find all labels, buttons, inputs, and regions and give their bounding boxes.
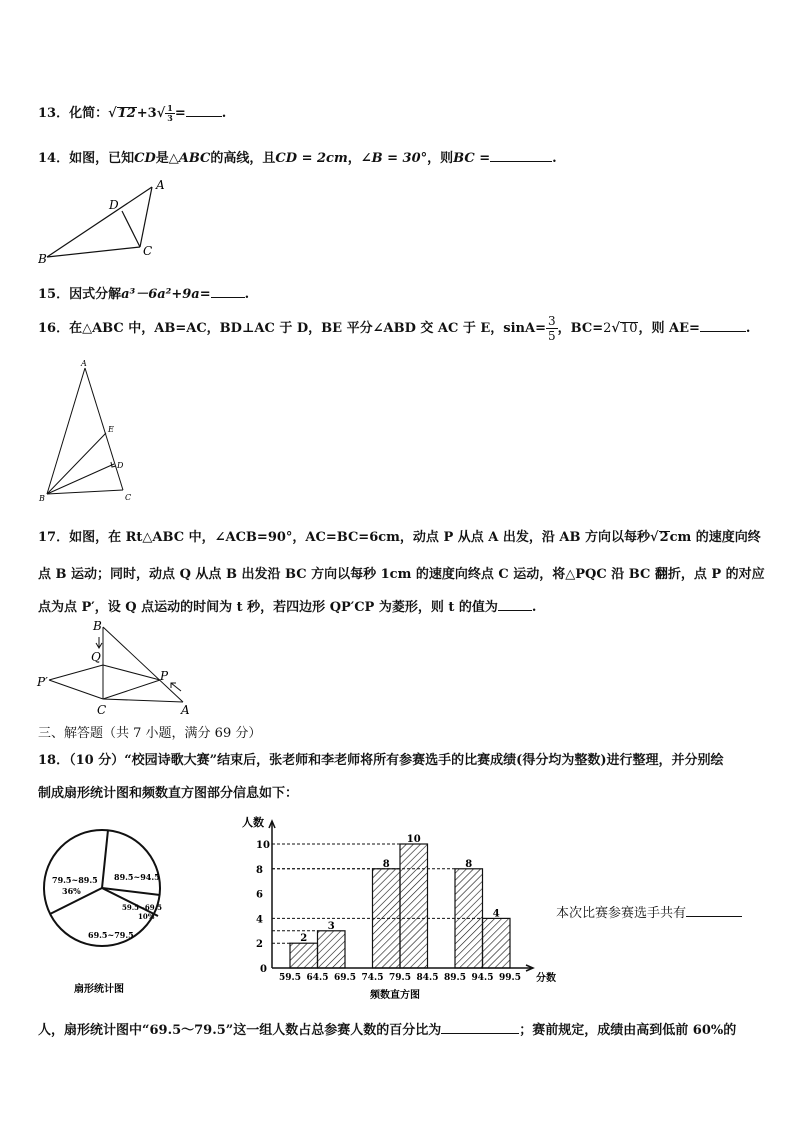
histogram-x-label: 分数 xyxy=(536,973,556,984)
y-tick-label: 10 xyxy=(256,840,270,851)
svg-text:Q: Q xyxy=(91,650,101,664)
q14-label-c: C xyxy=(143,244,153,258)
histogram-title: 频数直方图 xyxy=(370,990,420,1001)
q16-segment-bd xyxy=(47,464,114,494)
bar-value-label: 10 xyxy=(406,834,421,845)
q17-figure xyxy=(35,617,195,717)
bar-value-label: 8 xyxy=(465,858,473,870)
pie-slice-label-2: 89.5~94.5 xyxy=(114,872,160,882)
x-tick-label: 59.5 xyxy=(279,973,301,983)
question-18-line-2: 制成扇形统计图和频数直方图部分信息如下： xyxy=(38,786,299,801)
svg-text:C: C xyxy=(125,493,132,502)
q17-arrow-p xyxy=(171,683,181,691)
question-15: 15．因式分解a³－6a²+9a= . xyxy=(38,287,250,302)
q17-segment-p2c xyxy=(49,680,103,699)
q16-side-bc xyxy=(47,490,123,494)
q18-answer-blank-1[interactable] xyxy=(686,904,742,917)
q14-label-b: B xyxy=(38,252,47,266)
q13-sqrt12: 12 xyxy=(117,106,136,121)
q13-eq: = xyxy=(174,106,186,121)
q17-side-ba xyxy=(103,627,183,702)
histogram xyxy=(230,808,560,1008)
x-tick-label: 79.5 xyxy=(389,973,411,983)
pie-slice-pct-3: 10% xyxy=(138,912,155,921)
svg-text:A: A xyxy=(181,703,190,717)
pie-slice-pct-1: 36% xyxy=(62,886,81,896)
q13-answer-blank[interactable] xyxy=(186,104,222,117)
histogram-bar xyxy=(400,844,428,968)
q16-triangle-figure xyxy=(35,358,145,503)
question-16: 16．在△ABC 中，AB=AC，BD⊥AC 于 D，BE 平分∠ABD 交 AC 于 E，sinA= $\frac{3}{5}$ ，BC=2√10，则 AE= . xyxy=(38,314,751,343)
q13-fraction: $\frac{1}{3}$ xyxy=(167,103,173,123)
histogram-bars xyxy=(290,844,510,968)
svg-text:B: B xyxy=(93,619,102,633)
y-tick-label: 6 xyxy=(256,889,263,901)
question-18-line-3: 人，扇形统计图中“69.5～79.5”这一组人数占总参赛人数的百分比为 ；赛前规定，成绩由高到低前 60%的 xyxy=(38,1023,737,1038)
q15-answer-blank[interactable] xyxy=(211,285,245,298)
question-14: 14．如图，已知CD是△ABC的高线，且CD = 2cm，∠B = 30°，则BC = . xyxy=(38,151,557,166)
histogram-y-label: 人数 xyxy=(242,816,264,829)
question-13: 13．化简：√12+3√ $\frac{1}{3}$ = . xyxy=(38,103,227,123)
q14-answer-blank[interactable] xyxy=(490,149,552,162)
q14-altitude-cd xyxy=(122,211,140,247)
q18-side-text: 本次比赛参赛选手共有 xyxy=(556,902,742,921)
bar-value-label: 4 xyxy=(492,908,500,920)
q14-label-d: D xyxy=(109,198,119,212)
x-tick-label: 84.5 xyxy=(416,973,439,983)
x-tick-label: 89.5 xyxy=(444,973,466,983)
bar-value-label: 8 xyxy=(382,858,390,870)
pie-slice-label-3: 59.5~69.5 xyxy=(122,903,162,912)
svg-text:C: C xyxy=(97,703,107,717)
q14-label-a: A xyxy=(156,178,165,192)
q14-side-bc xyxy=(47,247,140,257)
q17-segment-cp xyxy=(103,680,160,699)
pie-chart xyxy=(36,820,176,1000)
x-tick-label: 74.5 xyxy=(361,973,384,983)
svg-text:P′: P′ xyxy=(37,675,48,689)
question-17-line-2: 点 B 运动；同时，动点 Q 从点 B 出发沿 BC 方向以每秒 1cm 的速度向终点 C 运动，将△PQC 沿 BC 翻折，点 P 的对应 xyxy=(38,567,765,582)
section-3-heading: 三、解答题（共 7 小题，满分 69 分） xyxy=(38,726,262,741)
svg-text:B: B xyxy=(39,494,45,503)
histogram-origin: 0 xyxy=(260,964,267,975)
pie-slice-label-1: 79.5~89.5 xyxy=(52,875,98,885)
y-tick-label: 2 xyxy=(256,939,263,951)
q17-answer-blank[interactable] xyxy=(498,598,532,611)
q17-segment-p2q xyxy=(49,665,103,680)
pie-slice-label-4: 69.5~79.5 xyxy=(88,930,134,940)
bar-value-label: 2 xyxy=(300,933,308,945)
svg-text:P: P xyxy=(160,669,169,683)
pie-divider-1 xyxy=(102,830,108,888)
q13-number: 13． xyxy=(38,106,70,121)
pie-title: 扇形统计图 xyxy=(74,984,124,995)
q16-fraction: $\frac{3}{5}$ xyxy=(547,314,556,343)
svg-text:E: E xyxy=(108,425,114,434)
question-18-line-1: 18．（10 分）“校园诗歌大赛”结束后，张老师和李老师将所有参赛选手的比赛成绩(得分均为整数)进行整理，并分别绘 xyxy=(38,753,724,768)
question-17-line-1: 17．如图，在 Rt△ABC 中，∠ACB=90°，AC=BC=6cm，动点 P 从点 A 出发，沿 AB 方向以每秒√2cm 的速度向终 xyxy=(38,530,761,545)
q14-side-ac xyxy=(140,187,152,247)
histogram-bar xyxy=(455,869,483,968)
histogram-bar xyxy=(373,869,401,968)
x-tick-label: 94.5 xyxy=(471,973,494,983)
q18-answer-blank-2[interactable] xyxy=(441,1021,519,1034)
q13-plus3: +3 xyxy=(136,106,157,121)
q14-side-ba xyxy=(47,187,152,257)
y-tick-label: 4 xyxy=(256,914,263,926)
q13-text: 化简： xyxy=(69,106,109,121)
histogram-bar xyxy=(318,931,346,968)
x-tick-label: 99.5 xyxy=(499,973,521,983)
bar-value-label: 3 xyxy=(327,920,335,932)
svg-text:A: A xyxy=(81,359,87,368)
x-tick-label: 69.5 xyxy=(334,973,356,983)
q14-triangle-figure xyxy=(38,175,168,267)
histogram-bar xyxy=(290,943,318,968)
q16-answer-blank[interactable] xyxy=(700,319,746,332)
q16-side-ab xyxy=(47,368,85,494)
y-tick-label: 8 xyxy=(256,864,263,876)
q16-side-ac xyxy=(85,368,123,490)
histogram-bar xyxy=(483,918,511,968)
question-17-line-3: 点为点 P′，设 Q 点运动的时间为 t 秒，若四边形 QP′CP 为菱形，则 t 的值为 . xyxy=(38,600,537,615)
x-tick-label: 64.5 xyxy=(306,973,329,983)
svg-text:D: D xyxy=(117,461,124,470)
q17-side-ca xyxy=(103,699,183,702)
